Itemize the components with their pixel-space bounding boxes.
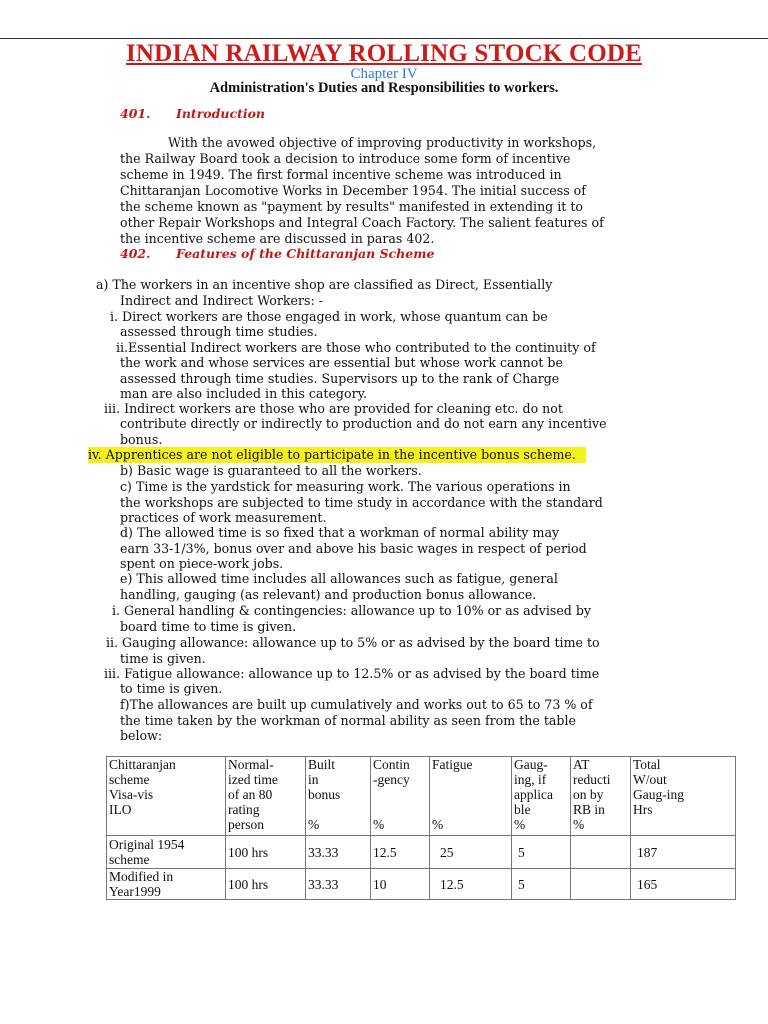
body-line: the work and whose services are essential but whose work cannot be [120,355,563,370]
body-line: Indirect and Indirect Workers: - [120,293,323,308]
body-line: bonus. [120,432,163,447]
section-401-heading [120,106,265,121]
header-line [432,802,509,817]
body-line: iii. Fatigue allowance: allowance up to 12.5% or as advised by the board time [104,666,600,681]
body-line: c) Time is the yardstick for measuring work. The various operations in [120,479,571,494]
body-line: time is given. [120,651,206,666]
body-line: assessed through time studies. [120,324,318,339]
table-cell: 12.5 [371,836,430,869]
header-cell [306,757,371,836]
header-cell [226,757,306,836]
body-line: ii. Gauging allowance: allowance up to 5% or as advised by the board time to [106,635,600,650]
header-cell [107,757,226,836]
section-title: Introduction [176,106,266,121]
table-row [107,869,736,900]
body-line: man are also included in this category. [120,386,368,401]
body-line: b) Basic wage is guaranteed to all the workers. [120,463,422,478]
body-line: a) The workers in an incentive shop are classified as Direct, Essentially [96,277,553,292]
table-row [107,836,736,869]
header-line: % [432,817,444,832]
header-line [432,772,509,787]
table-cell: 5 [512,836,571,869]
body-line: handling, gauging (as relevant) and production bonus allowance. [120,587,537,602]
header-line: % [514,817,526,832]
body-line: below: [120,728,163,743]
table-cell: 100 hrs [226,869,306,900]
body-line: ii.Essential Indirect workers are those who contributed to the continuity of [116,340,596,355]
body-line: to time is given. [120,681,223,696]
table-cell [107,869,226,900]
table-cell [571,836,631,869]
header-line: in [308,772,319,787]
body-line: i. Direct workers are those engaged in work, whose quantum can be [110,309,548,324]
header-line: on by [573,787,604,802]
section-title: Features of the Chittaranjan Scheme [176,246,435,261]
header-line [373,787,427,802]
body-line: spent on piece-work jobs. [120,556,284,571]
header-line: Fatigue [432,757,473,772]
chapter-heading: Chapter IV [350,66,418,82]
header-line: RB in [573,802,605,817]
body-line: e) This allowed time includes all allowances such as fatigue, general [120,571,558,586]
header-line: AT [573,757,590,772]
table-header-row [107,757,736,836]
header-line: Normal- [228,757,274,772]
header-line: ing, if [514,772,547,787]
header-line: Built [308,757,336,772]
body-line: iii. Indirect workers are those who are provided for cleaning etc. do not [104,401,563,416]
header-line: % [573,817,585,832]
header-line: % [308,817,320,832]
header-line [308,802,368,817]
header-line: applica [514,787,553,802]
header-line: -gency [373,772,410,787]
header-line: ble [514,802,531,817]
header-line: Total [633,757,661,772]
intro-line: the Railway Board took a decision to introduce some form of incentive [120,151,571,166]
section-number: 401. [120,106,151,121]
header-line: Visa-vis [109,787,154,802]
header-line: Chittaranjan [109,757,176,772]
page-title: INDIAN RAILWAY ROLLING STOCK CODE [126,40,642,67]
top-rule [0,38,768,39]
table-cell: 12.5 [430,869,512,900]
header-line: rating [228,802,260,817]
body-line: assessed through time studies. Supervisors up to the rank of Charge [120,371,560,386]
header-line: W/out [633,772,667,787]
header-line: ized time [228,772,278,787]
header-line [432,787,509,802]
header-line: person [228,817,264,832]
highlighted-line: iv. Apprentices are not eligible to participate in the incentive bonus scheme. [88,447,586,463]
header-cell [430,757,512,836]
header-line: Contin [373,757,410,772]
table-cell: 25 [430,836,512,869]
cell-line: Original 1954 [109,837,185,852]
section-number: 402. [120,246,151,261]
body-line: practices of work measurement. [120,510,327,525]
table-cell [107,836,226,869]
header-cell [631,757,736,836]
intro-line: the incentive scheme are discussed in paras 402. [120,231,435,246]
intro-line: With the avowed objective of improving productivity in workshops, [168,135,597,150]
header-cell [371,757,430,836]
body-line: the time taken by the workman of normal ability as seen from the table [120,713,576,728]
cell-line: Modified in [109,869,174,884]
header-line: bonus [308,787,341,802]
intro-line: scheme in 1949. The first formal incentive scheme was introduced in [120,167,562,182]
header-line: Gaug- [514,757,548,772]
header-line: % [373,817,385,832]
table-cell: 187 [631,836,736,869]
body-line: contribute directly or indirectly to production and do not earn any incentive [120,416,607,431]
table-cell: 5 [512,869,571,900]
table-cell: 33.33 [306,836,371,869]
cell-line: Year1999 [109,884,161,899]
table-cell: 100 hrs [226,836,306,869]
body-line: d) The allowed time is so fixed that a workman of normal ability may [120,525,560,540]
header-line: scheme [109,772,150,787]
cell-line: scheme [109,852,150,867]
incentive-comparison-table [106,756,736,900]
body-line: the workshops are subjected to time study in accordance with the standard [120,495,603,510]
body-line: i. General handling & contingencies: allowance up to 10% or as advised by [112,603,592,618]
header-line: of an 80 [228,787,273,802]
table-cell [571,869,631,900]
header-line [373,802,427,817]
body-line: f)The allowances are built up cumulatively and works out to 65 to 73 % of [120,697,593,712]
table-cell: 10 [371,869,430,900]
chapter-subtitle: Administration's Duties and Responsibilities to workers. [209,80,559,96]
table-cell: 165 [631,869,736,900]
header-line: Gaug-ing [633,787,684,802]
body-line: earn 33-1/3%, bonus over and above his basic wages in respect of period [120,541,587,556]
intro-line: other Repair Workshops and Integral Coach Factory. The salient features of [120,215,604,230]
header-cell [512,757,571,836]
intro-line: the scheme known as "payment by results" manifested in extending it to [120,199,583,214]
header-cell [571,757,631,836]
header-line: reducti [573,772,611,787]
header-line: Hrs [633,802,653,817]
header-line: ILO [109,802,132,817]
body-line: board time to time is given. [120,619,297,634]
intro-line: Chittaranjan Locomotive Works in December 1954. The initial success of [120,183,586,198]
section-402-heading [120,246,434,261]
table-cell: 33.33 [306,869,371,900]
